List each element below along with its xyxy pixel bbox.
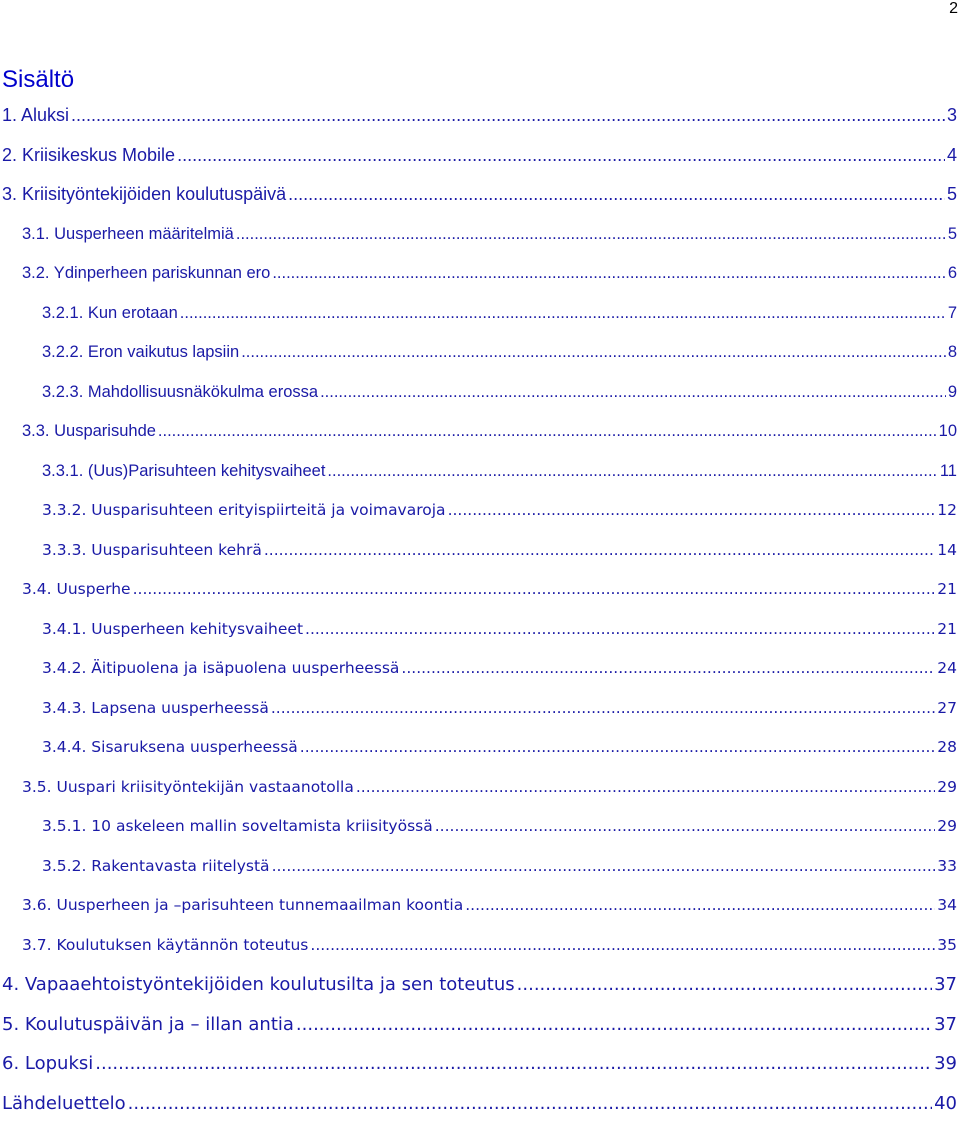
- toc-entry[interactable]: [0, 136, 957, 176]
- toc-entry[interactable]: [0, 254, 957, 294]
- toc-entry[interactable]: [0, 491, 957, 531]
- toc-entry-page: 21: [937, 570, 957, 610]
- toc-entry-label: 3.4. Uusperhe: [22, 570, 131, 610]
- toc-entry-label: 3.3. Uusparisuhde: [22, 412, 156, 452]
- toc-entry-page: 39: [934, 1044, 957, 1084]
- toc-dot-leader: [95, 1044, 932, 1084]
- toc-entry-label: 3.4.1. Uusperheen kehitysvaiheet: [42, 610, 303, 650]
- toc-entry[interactable]: [0, 96, 957, 136]
- toc-dot-leader: [465, 886, 935, 926]
- toc-entry[interactable]: [0, 1044, 957, 1084]
- toc-dot-leader: [272, 254, 946, 294]
- toc-entry-page: 6: [948, 254, 957, 294]
- toc-dot-leader: [310, 926, 935, 966]
- toc-entry-page: 9: [948, 373, 957, 413]
- toc-entry-label: 1. Aluksi: [2, 96, 69, 136]
- toc-dot-leader: [288, 175, 945, 215]
- toc-entry-page: 24: [937, 649, 957, 689]
- toc-entry-page: 11: [940, 452, 957, 492]
- toc-dot-leader: [271, 689, 935, 729]
- toc-entry[interactable]: [0, 452, 957, 492]
- toc-entry-label: 3.4.2. Äitipuolena ja isäpuolena uusperheessä: [42, 649, 399, 689]
- toc-entry-page: 10: [939, 412, 957, 452]
- toc-entry-label: 2. Kriisikeskus Mobile: [2, 136, 175, 176]
- toc-entry-label: 3.5.2. Rakentavasta riitelystä: [42, 847, 270, 887]
- toc-entry-page: 37: [934, 965, 957, 1005]
- toc-dot-leader: [305, 610, 935, 650]
- toc-entry-label: 3.3.1. (Uus)Parisuhteen kehitysvaiheet: [42, 452, 325, 492]
- toc-dot-leader: [296, 1005, 932, 1045]
- toc-entry-page: 40: [934, 1084, 957, 1123]
- toc-entry-page: 33: [937, 847, 957, 887]
- toc-entry-label: 3.4.4. Sisaruksena uusperheessä: [42, 728, 298, 768]
- toc-entry-page: 14: [937, 531, 957, 571]
- toc-entry[interactable]: [0, 215, 957, 255]
- toc-dot-leader: [177, 136, 945, 176]
- toc-entry-label: 3.3.3. Uusparisuhteen kehrä: [42, 531, 262, 571]
- toc-entry-page: 21: [937, 610, 957, 650]
- toc-entry[interactable]: [0, 373, 957, 413]
- toc-entry-label: 3.2.2. Eron vaikutus lapsiin: [42, 333, 239, 373]
- toc-entry[interactable]: [0, 926, 957, 966]
- toc-title: Sisältö: [2, 64, 74, 96]
- toc-entry-page: 35: [937, 926, 957, 966]
- toc-entry-page: 27: [937, 689, 957, 729]
- toc-entry-label: 6. Lopuksi: [2, 1044, 93, 1084]
- page-number: 2: [0, 0, 960, 18]
- toc-entry[interactable]: [0, 689, 957, 729]
- toc-entry[interactable]: [0, 1084, 957, 1123]
- toc-entry[interactable]: [0, 847, 957, 887]
- toc-entry[interactable]: [0, 807, 957, 847]
- toc-entry[interactable]: [0, 728, 957, 768]
- toc-entry[interactable]: [0, 649, 957, 689]
- toc-entry-label: 3.4.3. Lapsena uusperheessä: [42, 689, 269, 729]
- toc-dot-leader: [264, 531, 935, 571]
- toc-entry-label: Lähdeluettelo: [2, 1084, 126, 1123]
- toc-entry-label: 3. Kriisityöntekijöiden koulutuspäivä: [2, 175, 286, 215]
- toc-entry[interactable]: [0, 333, 957, 373]
- toc-entry-label: 3.2. Ydinperheen pariskunnan ero: [22, 254, 270, 294]
- toc-dot-leader: [236, 215, 946, 255]
- toc-entry-page: 37: [934, 1005, 957, 1045]
- toc-entry[interactable]: [0, 965, 957, 1005]
- toc-entry-page: 12: [937, 491, 957, 531]
- toc-entry-label: 3.5.1. 10 askeleen mallin soveltamista kriisityössä: [42, 807, 433, 847]
- toc-dot-leader: [517, 965, 932, 1005]
- toc-entry-label: 5. Koulutuspäivän ja – illan antia: [2, 1005, 294, 1045]
- toc-entry[interactable]: [0, 886, 957, 926]
- toc-entry[interactable]: [0, 412, 957, 452]
- toc-entry[interactable]: [0, 768, 957, 808]
- toc-entry-page: 7: [948, 294, 957, 334]
- toc-entry-label: 3.1. Uusperheen määritelmiä: [22, 215, 234, 255]
- toc-dot-leader: [241, 333, 946, 373]
- toc-entry-page: 5: [947, 175, 957, 215]
- table-of-contents: [0, 96, 957, 1123]
- toc-dot-leader: [71, 96, 945, 136]
- toc-dot-leader: [448, 491, 936, 531]
- toc-entry-label: 3.6. Uusperheen ja –parisuhteen tunnemaailman koontia: [22, 886, 463, 926]
- toc-entry-page: 29: [937, 807, 957, 847]
- toc-dot-leader: [272, 847, 936, 887]
- toc-entry-page: 4: [947, 136, 957, 176]
- toc-dot-leader: [180, 294, 946, 334]
- toc-entry-label: 3.2.1. Kun erotaan: [42, 294, 178, 334]
- toc-dot-leader: [320, 373, 946, 413]
- toc-entry[interactable]: [0, 175, 957, 215]
- toc-dot-leader: [300, 728, 935, 768]
- toc-entry-page: 3: [947, 96, 957, 136]
- toc-dot-leader: [435, 807, 936, 847]
- toc-entry-page: 8: [948, 333, 957, 373]
- toc-entry-page: 28: [937, 728, 957, 768]
- toc-entry-page: 5: [948, 215, 957, 255]
- toc-dot-leader: [327, 452, 937, 492]
- toc-entry-label: 3.7. Koulutuksen käytännön toteutus: [22, 926, 308, 966]
- toc-dot-leader: [401, 649, 935, 689]
- toc-entry-label: 4. Vapaaehtoistyöntekijöiden koulutusilta ja sen toteutus: [2, 965, 515, 1005]
- toc-entry-label: 3.5. Uuspari kriisityöntekijän vastaanotolla: [22, 768, 354, 808]
- toc-entry[interactable]: [0, 570, 957, 610]
- toc-dot-leader: [128, 1084, 932, 1123]
- toc-entry-page: 29: [937, 768, 957, 808]
- toc-dot-leader: [158, 412, 937, 452]
- toc-entry[interactable]: [0, 1005, 957, 1045]
- toc-entry-label: 3.2.3. Mahdollisuusnäkökulma erossa: [42, 373, 318, 413]
- toc-entry[interactable]: [0, 610, 957, 650]
- toc-dot-leader: [133, 570, 936, 610]
- toc-entry-page: 34: [937, 886, 957, 926]
- toc-entry[interactable]: [0, 294, 957, 334]
- toc-dot-leader: [356, 768, 935, 808]
- toc-entry-label: 3.3.2. Uusparisuhteen erityispiirteitä ja voimavaroja: [42, 491, 446, 531]
- toc-entry[interactable]: [0, 531, 957, 571]
